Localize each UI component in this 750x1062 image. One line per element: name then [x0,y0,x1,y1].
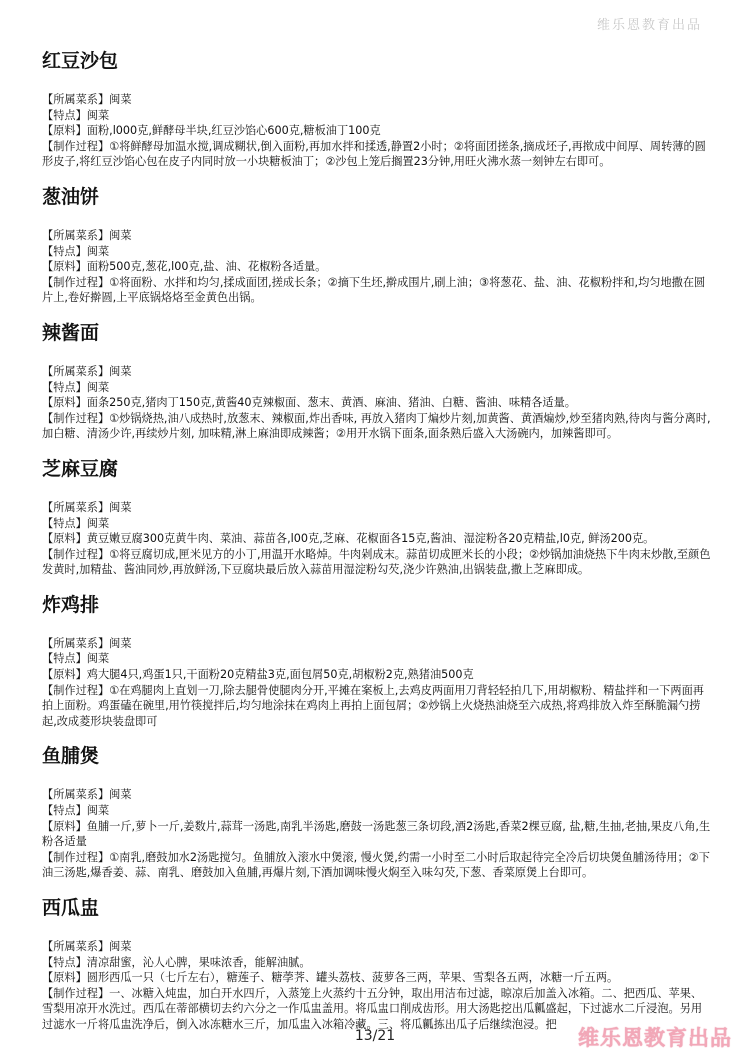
recipe-section [42,320,712,442]
field-key: 【所属菜系】 [42,93,110,106]
field-text: 闽菜 [109,228,132,242]
field-key: 【原料】 [42,668,87,682]
recipe-field [42,683,712,730]
recipe-field [42,244,712,260]
recipe-field [42,500,712,516]
recipe-field [42,803,712,819]
field-text: 闽菜 [86,108,110,122]
field-key: 【所属菜系】 [42,788,110,802]
field-key: 【原料】 [42,971,87,985]
recipe-field [42,819,712,850]
field-text: 闽菜 [109,636,132,650]
field-key: 【原料】 [42,532,87,546]
recipe-field [42,380,712,396]
field-text: ①将鲜酵母加温水搅,调成糊状,倒入面粉,再加水拌和揉透,静置2小时；②将面团搓条,摘成坯子,再揿成中间厚、周转薄的圆形皮子,将红豆沙馅心包在皮子内同时放一小块糖板油丁；②沙包上笼后搁置23分钟,用旺火沸水蒸一刻钟左右即可。 [42,139,706,169]
recipe-section [42,456,712,578]
recipe-field [42,364,712,380]
watermark: 维乐恩教育出品 [596,18,702,33]
field-text: ①将豆腐切成,匣米见方的小丁,用温开水略焯。牛肉剁成末。蒜苗切成匣米长的小段；②炒锅加油烧热下牛肉末炒散,至颜色发黄时,加精盐、酱油同炒,再放鲜汤,下豆腐块最后放入蒜苗用湿淀粉勾芡,浇少许熟油,出锅装盘,撒上芝麻即成。 [42,547,711,577]
recipe-field [42,547,712,578]
field-key: 【特点】 [42,955,87,969]
page-number: 13/21 [354,1028,396,1044]
recipe-field [42,108,712,124]
field-key: 【制作过程】 [42,683,110,697]
field-text: ①将面粉、水拌和均匀,揉成面团,搓成长条；②摘下生坯,擀成围片,刷上油；③将葱花、盐、油、花椒粉拌和,均匀地撒在圆片上,卷好擀圆,上平底锅烙烙至金黄色出锅。 [42,275,706,305]
recipe-field [42,531,712,547]
field-key: 【所属菜系】 [42,940,110,953]
recipe-section [42,592,712,730]
field-text: ①在鸡腿肉上直划一刀,除去腿骨使腿肉分开,平摊在案板上,去鸡皮两面用刀背轻轻拍几下,用胡椒粉、精盐拌和一下两面再拍上面粉。鸡蛋磕在碗里,用竹筷搅拌后,均匀地涂抹在鸡肉上再拍上面包屑；②炒锅上火烧热油烧至六成热,将鸡排放入炸至酥脆漏勺捞起,改成菱形块装盘即可 [42,683,704,728]
field-text: 闽菜 [86,380,110,394]
field-key: 【原料】 [42,396,87,410]
recipe-section [42,184,712,306]
recipe-title: 西瓜盅 [42,897,100,919]
field-text: 闽菜 [109,500,132,514]
recipe-field [42,850,712,881]
field-key: 【特点】 [42,380,87,394]
field-key: 【原料】 [42,819,87,833]
recipe-field [42,516,712,532]
field-text: ①炒锅烧热,油八成热时,放葱末、辣椒面,炸出香味, 再放入猪肉丁煸炒片刻,加黄酱、黄酒煸炒,炒至猪肉熟,待肉与酱分离时,加白糖、清汤少许,再续炒片刻, 加味精,淋上麻油即成辣酱；②用开水锅下面条,面条熟后盛入大汤碗内，加辣酱即可。 [42,411,711,441]
recipe-section [42,48,712,170]
recipe-field [42,411,712,442]
recipe-title: 葱油饼 [42,185,100,208]
field-text: 闽菜 [86,804,110,818]
recipe-title: 鱼脯煲 [42,745,100,768]
field-text: 闽菜 [109,788,132,802]
recipe-field [42,955,712,971]
field-key: 【特点】 [42,516,87,530]
field-key: 【原料】 [42,260,87,274]
field-text: 一、冰糖入炖盅，加白开水四斤，入蒸笼上火蒸约十五分钟，取出用洁布过滤，晾凉后加盖入冰箱。二、把西瓜、苹果、雪梨用凉开水洗过。西瓜在蒂部横切去约六分之一作瓜盅盖用。将瓜盅口削成齿形。用大汤匙挖出瓜瓤盛起，下过滤水二斤浸泡。另用过滤水一斤将瓜盅洗净后，倒入冰冻糖水三斤，加瓜盅入冰箱冷藏。三、将瓜瓤拣出瓜子后继续泡浸。把 [42,986,703,1031]
recipe-field [42,139,712,170]
recipe-field [42,939,712,955]
field-key: 【制作过程】 [42,275,110,289]
recipe-field [42,275,712,306]
field-text: 闽菜 [109,364,132,378]
brand-stamp: 维乐恩教育出品 [578,1026,732,1050]
field-text: 闽菜 [86,516,110,530]
field-text: 闽菜 [86,652,110,666]
field-text: 闽菜 [109,93,132,106]
recipe-field [42,395,712,411]
field-key: 【特点】 [42,652,87,666]
field-key: 【制作过程】 [42,139,110,153]
field-text: 闽菜 [86,244,110,258]
field-text: 面粉500克,葱花,l00克,盐、油、花椒粉各适量。 [86,260,327,274]
recipe-field [42,651,712,667]
field-text: 清凉甜蜜，沁人心脾，果味浓香，能解油腻。 [86,955,311,969]
document-page [42,48,712,1047]
field-key: 【特点】 [42,108,87,122]
field-text: 鸡大腿4只,鸡蛋1只,干面粉20克精盐3克,面包屑50克,胡椒粉2克,熟猪油500克 [86,668,474,682]
recipe-field [42,92,712,108]
field-key: 【所属菜系】 [42,364,110,378]
recipe-section [42,895,712,1033]
field-key: 【所属菜系】 [42,500,110,514]
field-key: 【原料】 [42,124,87,138]
field-key: 【制作过程】 [42,986,110,1000]
recipe-field [42,123,712,139]
field-text: 圆形西瓜一只（七斤左右），糖莲子、糖荸荠、罐头荔枝、菠萝各三两，苹果、雪梨各五两，冰糖一斤五两。 [86,971,619,985]
recipe-field [42,259,712,275]
recipe-section [42,743,712,881]
recipe-field [42,970,712,986]
field-key: 【制作过程】 [42,547,110,561]
field-key: 【特点】 [42,804,87,818]
recipe-field [42,228,712,244]
field-key: 【制作过程】 [42,850,110,864]
field-key: 【所属菜系】 [42,228,110,242]
field-key: 【制作过程】 [42,411,110,425]
recipe-title: 炸鸡排 [42,593,100,616]
field-key: 【所属菜系】 [42,636,110,650]
field-text: 面粉,l000克,鲜酵母半块,红豆沙馅心600克,糖板油丁100克 [86,124,381,138]
recipe-title: 红豆沙包 [42,50,119,72]
recipe-field [42,636,712,652]
recipe-field [42,667,712,683]
recipe-field [42,787,712,803]
recipe-title: 辣酱面 [42,321,100,344]
field-text: 黄豆嫩豆腐300克黄牛肉、菜油、蒜苗各,l00克,芝麻、花椒面各15克,酱油、湿淀粉各20克精盐,l0克, 鲜汤200克。 [86,532,655,546]
field-text: ①南乳,磨鼓加水2汤匙搅匀。鱼脯放入滚水中煲滚, 慢火煲,约需一小时至二小时后取起待完全冷后切块煲鱼脯汤待用；②下油三汤匙,爆香姜、蒜、南乳、磨鼓加入鱼脯,再爆片刻,下酒加调味慢火焖至入味勾芡,下葱、香菜原煲上台即可。 [42,850,710,880]
field-text: 鱼脯一斤,萝卜一斤,姜数片,蒜茸一汤匙,南乳半汤匙,磨鼓一汤匙葱三条切段,酒2汤匙,香菜2棵豆腐, 盐,糖,生抽,老抽,果皮八角,生粉各适量 [42,819,711,849]
field-text: 面条250克,猪肉丁150克,黄酱40克辣椒面、葱末、黄酒、麻油、猪油、白糖、酱油、味精各适量。 [86,396,576,410]
field-text: 闽菜 [109,940,132,953]
recipe-title: 芝麻豆腐 [42,457,119,480]
field-key: 【特点】 [42,244,87,258]
